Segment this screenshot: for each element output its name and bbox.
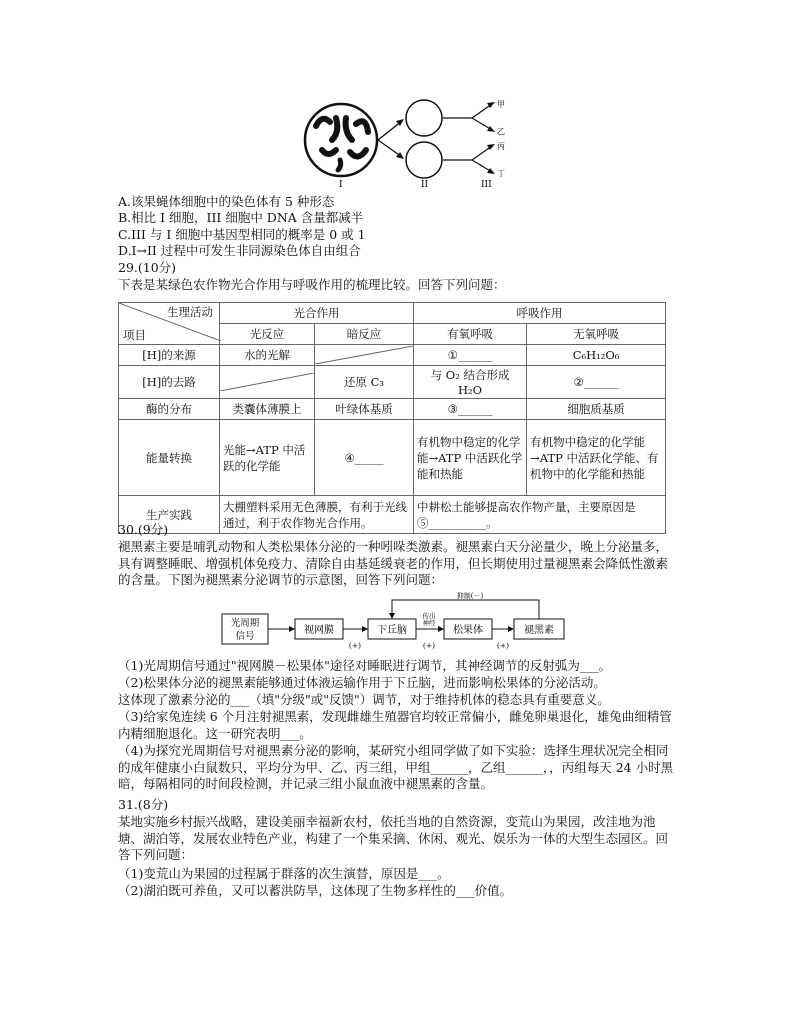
q31-header: 31.(8分) (118, 797, 169, 812)
cell-label-ding: 丁 (497, 169, 505, 178)
table-cell: 叶绿体基质 (314, 399, 413, 420)
q30-item-2b: 这体现了激素分泌的___（填"分级"或"反馈"）调节，对于维持机体的稳态具有重要意义。 (118, 692, 610, 707)
table-row (119, 399, 666, 420)
table-row (119, 366, 666, 399)
table-cell: 光能→ATP 中活跃的化学能 (219, 420, 314, 496)
corner-top-label: 生理活动 (166, 305, 213, 319)
cell-II-top (406, 100, 442, 136)
row-label: [H]的来源 (119, 345, 220, 366)
col-dark-reaction: 暗反应 (314, 324, 413, 345)
q28-option-b: B.相比 I 细胞，III 细胞中 DNA 含量都减半 (118, 210, 364, 225)
box-retina-text: 视网膜 (304, 625, 334, 636)
inhibit-label: 抑制(－) (456, 592, 484, 600)
box-light-signal-text-1: 光周期 (230, 618, 260, 629)
table-cell: 大棚塑料采用无色薄膜，有利于光线通过，利于农作物光合作用。 (219, 496, 413, 534)
cell-division-figure (0, 0, 794, 195)
melatonin-regulation-diagram (200, 592, 600, 650)
table-cell: 还原 C₃ (314, 366, 413, 399)
q28-option-d: D.I→II 过程中可发生非同源染色体自由组合 (118, 243, 361, 258)
q28-option-a: A.该果蝇体细胞中的染色体有 5 种形态 (118, 194, 335, 209)
table-cell: 与 O₂ 结合形成 H₂O (413, 366, 526, 399)
cell-II-bottom (406, 142, 442, 178)
q31-intro: 某地实施乡村振兴战略，建设美丽幸福新农村，依托当地的自然资源，变荒山为果园，改洼地为池塘、湖泊等，发展农业特色产业，构建了一个集采摘、休闲、观光、娱乐为一体的大型生态园区。回答下列问题： (118, 814, 669, 862)
col-light-reaction: 光反应 (219, 324, 314, 345)
q30-item-2: （2)松果体分泌的褪黑素能够通过体液运输作用于下丘脑，进而影响松果体的分泌活动。 (118, 675, 606, 690)
table-cell-empty (219, 366, 314, 399)
table-cell: C₆H₁₂O₆ (527, 345, 666, 366)
q28-option-c: C.III 与 I 细胞中基因型相同的概率是 0 或 1 (118, 227, 366, 242)
plus-label-2: (+) (422, 641, 436, 650)
group-respiration: 呼吸作用 (413, 303, 665, 324)
table-cell: 类囊体薄膜上 (219, 399, 314, 420)
q30-item-3: （3)给家兔连续 6 个月注射褪黑素，发现雌雄生殖器官均较正常偏小，雌兔卵巢退化，雄兔曲细精管内精细胞退化。这一研究表明___。 (118, 709, 672, 741)
cell-label-jia: 甲 (497, 100, 505, 109)
cell-I (305, 104, 377, 176)
row-label: [H]的去路 (119, 366, 220, 399)
cell-label-yi: 乙 (497, 127, 505, 136)
col-aerobic: 有氧呼吸 (413, 324, 526, 345)
row-label: 酶的分布 (119, 399, 220, 420)
stage-label-I: I (339, 180, 343, 190)
group-photosynthesis: 光合作用 (219, 303, 413, 324)
q29-intro: 下表是某绿色农作物光合作用与呼吸作用的梳理比较。回答下列问题： (118, 277, 506, 292)
blank-3: ③______ (413, 399, 526, 420)
stage-label-II: II (421, 180, 429, 190)
q31-item-1: （1)变荒山为果园的过程属于群落的次生演替，原因是___。 (118, 866, 450, 881)
blank-2: ②______ (527, 366, 666, 399)
q30-header: 30.(9分) (118, 522, 169, 537)
table-row (119, 345, 666, 366)
table-cell-empty (314, 345, 413, 366)
box-pineal-text: 松果体 (453, 625, 483, 636)
table-cell: 细胞质基质 (527, 399, 666, 420)
stage-label-III: III (481, 180, 492, 190)
box-light-signal-text-2: 信号 (235, 631, 255, 642)
q31-item-2: （2)湖泊既可养鱼，又可以蓄洪防旱，这体现了生物多样性的___价值。 (118, 883, 513, 898)
blank-1: ①______ (413, 345, 526, 366)
col-anaerobic: 无氧呼吸 (527, 324, 666, 345)
q30-intro: 褪黑素主要是哺乳动物和人类松果体分泌的一种吲哚类激素。褪黑素白天分泌量少，晚上分泌量多，具有调整睡眠、增强机体免疫力、清除自由基延缓衰老的作用，但长期使用过量褪黑素会降低性激素的含量。下图为褪黑素分泌调节的示意图，回答下列问题： (118, 539, 669, 587)
box-hypothalamus-text: 下丘脑 (377, 625, 407, 636)
q30-item-4: （4)为探究光周期信号对褪黑素分泌的影响，某研究小组同学做了如下实验：选择生理状况完全相同的成年健康小白鼠数只，平均分为甲、乙、丙三组，甲组______，乙组______，，丙组每天 24 小时黑暗，每隔相同的时间段检测，并记录三组小鼠血液中褪黑素的含量。 (118, 743, 674, 791)
q30-item-1: （1)光周期信号通过"视网膜－松果体"途径对睡眠进行调节，其神经调节的反射弧为___。 (118, 658, 612, 673)
row-label: 能量转换 (119, 420, 220, 496)
nerve-label: 传出 (422, 612, 436, 620)
table-cell: 有机物中稳定的化学能→ATP 中活跃化学能和热能 (413, 420, 526, 496)
cell-label-bing: 丙 (497, 142, 505, 151)
comparison-table (118, 302, 666, 534)
table-cell: 水的光解 (219, 345, 314, 366)
blank-4: ④_____ (314, 420, 413, 496)
table-row (119, 420, 666, 496)
corner-bottom-label: 项目 (123, 328, 146, 342)
nerve-label-2: 神经 (422, 619, 436, 627)
blank-5: 中耕松土能够提高农作物产量，主要原因是⑤__________。 (413, 496, 665, 534)
row-label: 生产实践 (119, 496, 220, 534)
table-row (119, 496, 666, 534)
plus-label-1: (+) (348, 641, 362, 650)
table-cell: 有机物中稳定的化学能→ATP 中活跃化学能、有机物中的化学能和热能 (527, 420, 666, 496)
q29-header: 29.(10分) (118, 260, 177, 275)
box-melatonin-text: 褪黑素 (524, 625, 554, 636)
plus-label-3: (+) (496, 641, 510, 650)
table-corner (119, 303, 220, 345)
